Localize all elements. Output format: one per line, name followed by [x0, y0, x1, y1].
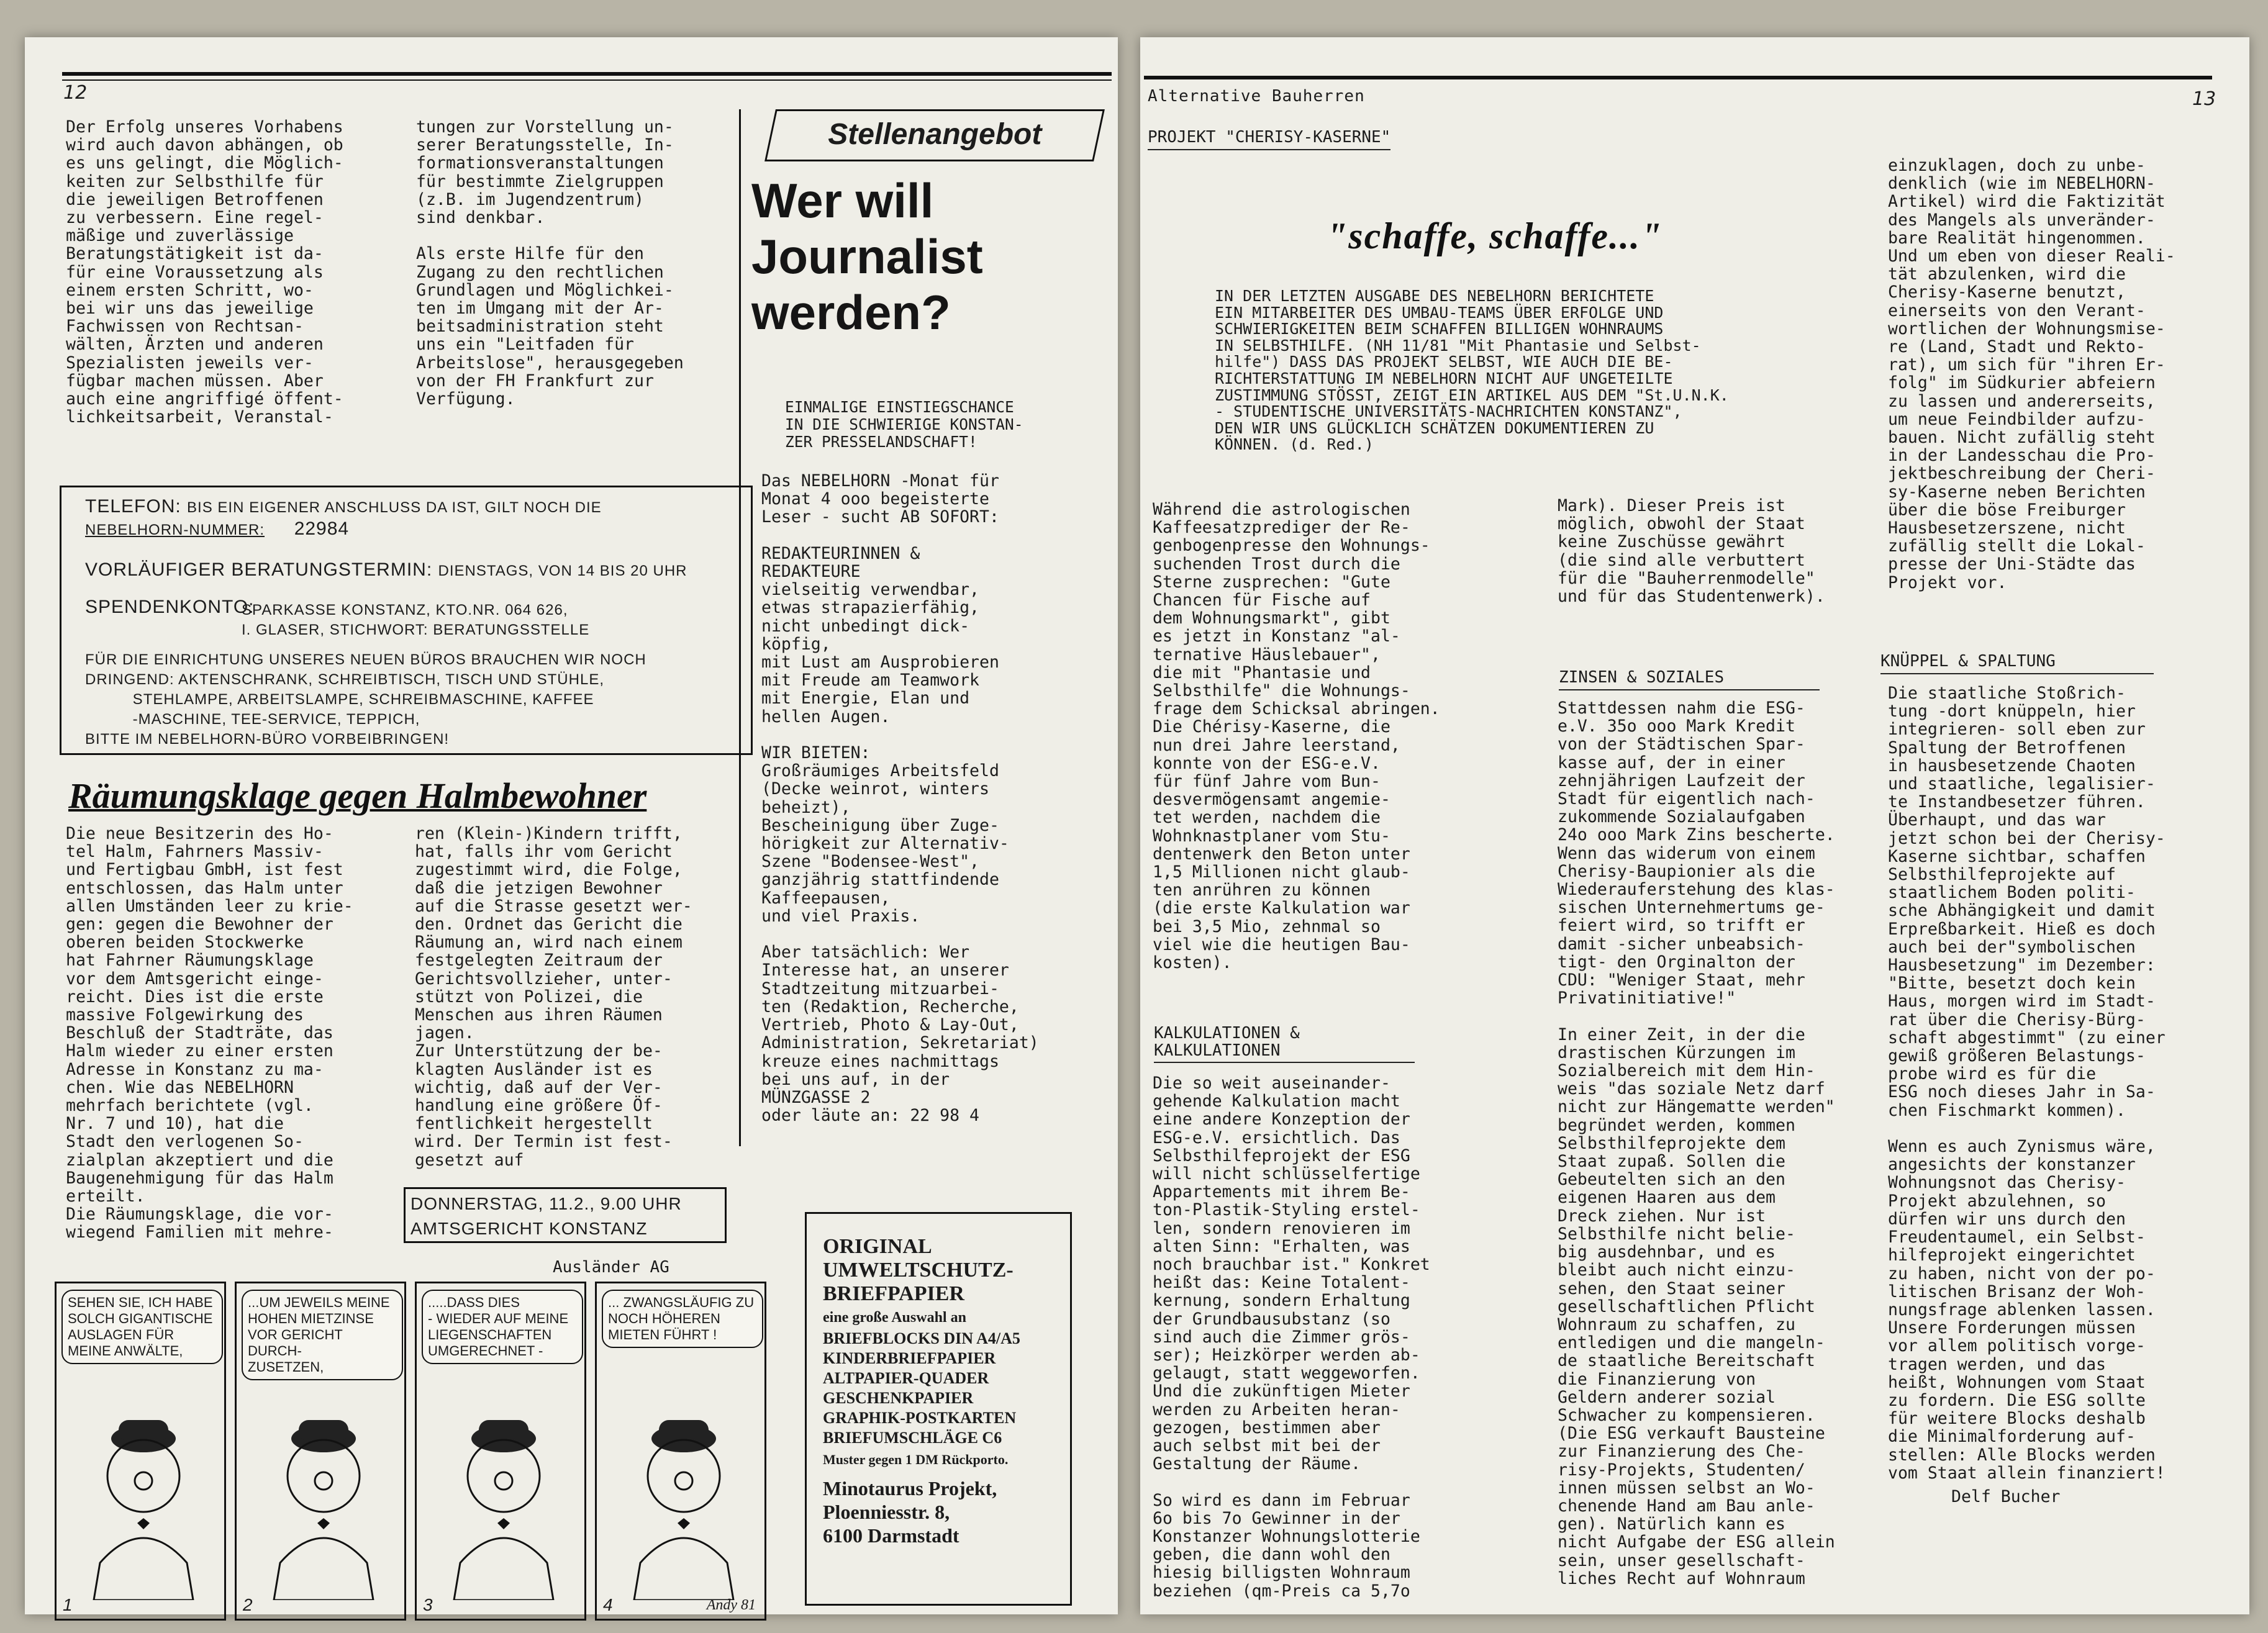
- article-column-2: Mark). Dieser Preis ist möglich, obwohl der Staat keine Zuschüsse gewährt (die sind alle verbuttert für die "Bauherrenmodelle" und für das Studentenwerk).: [1558, 496, 1825, 607]
- spenden-text: SPARKASSE KONSTANZ, KTO.NR. 064 626, I. GLASER, STICHWORT: BERATUNGSSTELLE: [242, 602, 590, 638]
- ad-note: Muster gegen 1 DM Rückporto.: [823, 1452, 1009, 1467]
- comic-panel-1: [55, 1282, 226, 1621]
- speech-bubble-2: ...UM JEWEILS MEINE HOHEN MIETZINSE VOR GERICHT DURCH- ZUSETZEN,: [242, 1290, 403, 1380]
- nummer-label: NEBELHORN-NUMMER:: [85, 522, 265, 538]
- cartoon-man-figure: [75, 1401, 212, 1600]
- speech-bubble-3: .....DASS DIES - WIEDER AUF MEINE LIEGENSCHAFTEN UMGERECHNET -: [422, 1290, 583, 1364]
- termin-text: DIENSTAGS, VON 14 BIS 20 UHR: [438, 563, 687, 579]
- info-box: [60, 486, 753, 755]
- spenden-label: SPENDENKONTO:: [85, 597, 255, 617]
- top-rule: [1144, 76, 2212, 79]
- job-headline: Wer will Journalist werden?: [751, 173, 983, 340]
- intro-text: IN DER LETZTEN AUSGABE DES NEBELHORN BERICHTETE EIN MITARBEITER DES UMBAU-TEAMS ÜBER ERFOLGE UND SCHWIERIGKEITEN BEIM SCHAFFEN BILLIGEN WOHNRAUMS IN SELBSTHILFE. (NH 11/81 "Mit Phantasie und Selbst- hilfe") DASS DAS PROJEKT SELBST, WIE AUCH DIE BE- RICHTERSTATTUNG IM NEBELHORN NICHT AUF UNGETEILTE ZUSTIMMUNG STÖSST, ZEIGT EIN ARTIKEL AUS DEM "St.U.N.K. - STUDENTISCHE UNIVERSITÄTS-NACHRICHTEN KONSTANZ", DEN WIR UNS GLÜCKLICH SCHÄTZEN DOKUMENTIEREN ZU KÖNNEN. (d. Red.): [1215, 287, 1729, 454]
- comic-panel-4: [595, 1282, 766, 1621]
- comic-strip: [55, 1282, 769, 1617]
- page-number: 13: [2192, 88, 2216, 110]
- project-label: PROJEKT "CHERISY-KASERNE": [1148, 128, 1390, 150]
- ad-address: Minotaurus Projekt, Ploenniesstr. 8, 6100 Darmstadt: [823, 1477, 997, 1547]
- top-rule-thin: [62, 79, 1112, 81]
- panel-number-2: 2: [243, 1595, 253, 1614]
- cartoon-man-figure: [615, 1401, 752, 1600]
- author-signature: Delf Bucher: [1951, 1487, 2061, 1506]
- speech-bubble-4: ... ZWANGSLÄUFIG ZU NOCH HÖHEREN MIETEN FÜHRT !: [602, 1290, 763, 1348]
- nummer-value: 22984: [294, 518, 350, 539]
- raeumung-headline: Räumungsklage gegen Halmbewohner: [68, 776, 647, 816]
- article-headline: "schaffe, schaffe...": [1327, 215, 1663, 256]
- termin-label: VORLÄUFIGER BERATUNGSTERMIN:: [85, 559, 433, 580]
- right-page: [1140, 37, 2249, 1614]
- cartoon-man-figure: [255, 1401, 392, 1600]
- job-intro: EINMALIGE EINSTIEGSCHANCE IN DIE SCHWIERIGE KONSTAN- ZER PRESSELANDSCHAFT!: [785, 398, 1023, 451]
- stellenangebot-text: Stellenangebot: [828, 118, 1042, 151]
- nummer-line: [85, 518, 349, 540]
- kalkulationen-label: KALKULATIONEN & KALKULATIONEN: [1154, 1025, 1415, 1063]
- stellenangebot-banner: [764, 109, 1105, 161]
- intro-column-1: Der Erfolg unseres Vorhabens wird auch davon abhängen, ob es uns gelingt, die Möglich- keiten zur Selbsthilfe für die jeweiligen Betroffenen zu verbessern. Eine regel- mäßige und zuverlässige Beratungstätigkeit ist da- für eine Voraussetzung als einem ersten Schritt, wo- bei wir uns das jeweilige Fachwissen von Rechtsan- wälten, Ärzten und anderen Spezialisten jeweils ver- fügbar machen müssen. Aber auch eine angriffigé öffent- lichkeitsarbeit, Veranstal-: [66, 117, 343, 427]
- telefon-line: [85, 496, 602, 517]
- termin-line: [85, 559, 687, 581]
- panel-number-1: 1: [63, 1595, 73, 1614]
- briefpapier-ad: [805, 1212, 1072, 1606]
- knueppel-label: KNÜPPEL & SPALTUNG: [1880, 652, 2154, 674]
- article-column-3: einzuklagen, doch zu unbe- denklich (wie im NEBELHORN- Artikel) wird die Faktizität des Mangels als unveränder- bare Realität hingenommen. Und um eben von dieser Reali- tät abzulenken, wird die Cherisy-Kaserne benutzt, einerseits von den Verant- wortlichen der Wohnungsmise- re (Land, Stadt und Rekto- rat), um sich für "ihren Er- folg" im Südkurier abfeiern zu lassen und andererseits, um neue Feindbilder aufzu- bauen. Nicht zufällig steht in der Landesschau die Pro- jektbeschreibung der Cheri- sy-Kaserne neben Berichten über die böse Freiburger Hausbesetzerszene, nicht zufällig stellt die Lokal- presse der Uni-Städte das Projekt vor.: [1888, 156, 2175, 592]
- intro-column-2: tungen zur Vorstellung un- serer Beratungsstelle, In- formationsveranstaltungen für bestimmte Zielgruppen (z.B. im Jugendzentrum) sind denkbar. Als erste Hilfe für den Zugang zu den rechtlichen Grundlagen und Möglichkei- ten im Umgang mit der Ar- beitsadministration steht uns ein "Leitfaden für Arbeitslose", herausgegeben von der FH Frankfurt zur Verfügung.: [416, 117, 684, 409]
- cartoon-man-figure: [435, 1401, 572, 1600]
- job-body: Das NEBELHORN -Monat für Monat 4 ooo begeisterte Leser - sucht AB SOFORT: REDAKTEURINNEN & REDAKTEURE vielseitig verwendbar, etwas strapazierfähig, nicht unbedingt dick- köpfig, mit Lust am Ausprobieren mit Freude am Teamwork mit Energie, Elan und hellen Augen. WIR BIETEN: Großräumiges Arbeitsfeld (Decke weinrot, winters beheizt), Bescheinigung über Zuge- hörigkeit zur Alternativ- Szene "Bodensee-West", ganzjährig stattfindende Kaffeepausen, und viel Praxis. Aber tatsächlich: Wer Interesse hat, an unserer Stadtzeitung mitzuarbei- ten (Redaktion, Recherche, Vertrieb, Photo & Lay-Out, Administration, Sekretariat) kreuze eines nachmittags bei uns auf, in der MÜNZGASSE 2 oder läute an: 22 98 4: [761, 471, 1039, 1126]
- section-header: Alternative Bauherren: [1148, 87, 1365, 106]
- top-rule: [62, 72, 1112, 76]
- left-page: [25, 37, 1118, 1614]
- raeumung-signature: Ausländer AG: [553, 1258, 669, 1277]
- comic-panel-2: [235, 1282, 406, 1621]
- panel-number-4: 4: [603, 1595, 613, 1614]
- comic-panel-3: [415, 1282, 586, 1621]
- article-column-1b: Die so weit auseinander- gehende Kalkulation macht eine andere Konzeption der ESG-e.V. ersichtlich. Das Selbsthilfeprojekt der ESG will nicht schlüsselfertige Appartements mit ihrem Be- ton-Plastik-Styling erstel- len, sondern renovieren im alten Sinn: "Erhalten, was noch brauchbar ist." Konkret heißt das: Keine Totalent- kernung, sondern Erhaltung der Grundbausubstanz (so sind auch die Zimmer grös- ser); Heizkörper werden ab- gelaugt, statt weggeworfen. Und die zukünftigen Mieter werden zu Arbeiten heran- gezogen, bestimmen aber auch selbst mit bei der Gestaltung der Räume. So wird es dann im Februar 6o bis 7o Gewinner in der Konstanzer Wohnungslotterie geben, die dann wohl den hiesig billigsten Wohnraum beziehen (qm-Preis ca 5,7o: [1153, 1074, 1430, 1601]
- ad-subtitle: eine große Auswahl an: [823, 1310, 966, 1326]
- termin-box: DONNERSTAG, 11.2., 9.00 UHR AMTSGERICHT KONSTANZ: [404, 1187, 727, 1243]
- einrichtung-text: FÜR DIE EINRICHTUNG UNSERES NEUEN BÜROS BRAUCHEN WIR NOCH DRINGEND: AKTENSCHRANK, SCHREIBTISCH, TISCH UND STÜHLE, STEHLAMPE, ARBEITSLAMPE, SCHREIBMASCHINE, KAFFEE -MASCHINE, TEE-SERVICE, TEPPICH, BITTE IM NEBELHORN-BÜRO VORBEIBRINGEN!: [85, 651, 646, 748]
- panel-number-3: 3: [423, 1595, 433, 1614]
- artist-signature: Andy 81: [706, 1597, 756, 1613]
- article-column-3b: Die staatliche Stoßrich- tung -dort knüppeln, hier integrieren- soll eben zur Spaltung der Betroffenen in hausbesetzende Chaoten und staatliche, legalisier- te Instandbesetzer führen. Überhaupt, und das war jetzt schon bei der Cherisy- Kaserne sichtbar, schaffen Selbsthilfeprojekte auf staatlichem Boden politi- sche Abhängigkeit und damit Erpreßbarkeit. Hieß es doch auch bei der"symbolischen Hausbesetzung" im Dezember: "Bitte, besetzt doch kein Haus, morgen wird im Stadt- rat über die Cherisy-Bürg- schaft abgestimmt" (zu einer gewiß größeren Belastungs- probe wird es für die ESG noch dieses Jahr in Sa- chen Fischmarkt kommen). Wenn es auch Zynismus wäre, angesichts der konstanzer Wohnungsnot das Cherisy- Projekt abzulehnen, so dürfen wir uns durch den Freudentaumel, ein Selbst- hilfeprojekt eingerichtet zu haben, nicht von der po- litischen Brisanz der Woh- nungsfrage ablenken lassen. Unsere Forderungen müssen vor allem politisch vorge- tragen werden, und das heißt, Wohnungen vom Staat zu fordern. Die ESG sollte für weitere Blocks deshalb die Minimalforderung auf- stellen: Alle Blocks werden vom Staat allein finanziert!: [1888, 684, 2166, 1483]
- zinsen-label: ZINSEN & SOZIALES: [1559, 668, 1820, 690]
- page-number: 12: [63, 82, 88, 104]
- telefon-text: BIS EIN EIGENER ANSCHLUSS DA IST, GILT NOCH DIE: [187, 499, 602, 516]
- article-column-1: Während die astrologischen Kaffeesatzprediger der Re- genbogenpresse den Wohnungs- suchenden Trost durch die Sterne zusprechen: "Gute Chancen für Fische auf dem Wohnungsmarkt", gibt es jetzt in Konstanz "al- ternative Häuslebauer", die mit "Phantasie und Selbsthilfe" die Wohnungs- frage dem Schicksal abringen. Die Chérisy-Kaserne, die nun drei Jahre leerstand, konnte von der ESG-e.V. für fünf Jahre vom Bun- desvermögensamt angemie- tet werden, nachdem die Wohnknastplaner vom Stu- dentenwerk den Beton unter 1,5 Millionen nicht glaub- ten anrühren zu können (die erste Kalkulation war bei 3,5 Mio, zehnmal so viel wie die heutigen Bau- kosten).: [1153, 500, 1440, 973]
- article-column-2b: Stattdessen nahm die ESG- e.V. 35o ooo Mark Kredit von der Städtischen Spar- kasse auf, der in einer zehnjährigen Laufzeit der Stadt für eigentlich nach- zukommende Sozialaufgaben 24o ooo Mark Zins bescherte. Wenn das widerum von einem Cherisy-Baupionier als die Wiederauferstehung des klas- sischen Unternehmertums ge- feiert wird, so trifft er damit -sicher unbeabsich- tigt- den Orginalton der CDU: "Weniger Staat, mehr Privatinitiative!" In einer Zeit, in der die drastischen Kürzungen im Sozialbereich mit dem Hin- weis "das soziale Netz darf nicht zur Hängematte werden" begründet werden, kommen Selbsthilfeprojekte dem Staat zupaß. Sollen die Gebeutelten sich an den eigenen Haaren aus dem Dreck ziehen. Nur ist Selbsthilfe nicht belie- big ausdehnbar, und es bleibt auch nicht einzu- sehen, den Staat seiner gesellschaftlichen Pflicht Wohnraum zu schaffen, zu entledigen und die mangeln- de staatliche Bereitschaft die Finanzierung von Geldern anderer sozial Schwacher zu kompensieren. (Die ESG verkauft Bausteine zur Finanzierung des Che- risy-Projekts, Studenten/ innen müssen selbst an Wo- chenende Hand am Bau anle- gen). Natürlich kann es nicht Aufgabe der ESG allein sein, unser gesellschaft- liches Recht auf Wohnraum: [1558, 699, 1835, 1588]
- speech-bubble-1: SEHEN SIE, ICH HABE SOLCH GIGANTISCHE AUSLAGEN FÜR MEINE ANWÄLTE,: [61, 1290, 223, 1364]
- raeumung-column-2: ren (Klein-)Kindern trifft, hat, falls ihr vom Gericht zugestimmt wird, die Folge, daß die jetzigen Bewohner auf die Strasse gesetzt wer- den. Ordnet das Gericht die Räumung an, wird nach einem festgelegten Zeitraum der Gerichtsvollzieher, unter- stützt von Polizei, die Menschen aus ihren Räumen jagen. Zur Unterstützung der be- klagten Ausländer ist es wichtig, daß auf der Ver- handlung eine größere Öf- fentlichkeit hergestellt wird. Der Termin ist fest- gesetzt auf: [415, 824, 692, 1170]
- ad-title: ORIGINAL UMWELTSCHUTZ- BRIEFPAPIER: [823, 1235, 1014, 1305]
- ad-items: BRIEFBLOCKS DIN A4/A5 KINDERBRIEFPAPIER ALTPAPIER-QUADER GESCHENKPAPIER GRAPHIK-POSTKARTEN BRIEFUMSCHLÄGE C6: [823, 1329, 1020, 1447]
- raeumung-column-1: Die neue Besitzerin des Ho- tel Halm, Fahrners Massiv- und Fertigbau GmbH, ist fest entschlossen, das Halm unter allen Umständen leer zu krie- gen: gegen die Bewohner der oberen beiden Stockwerke hat Fahrner Räumungsklage vor dem Amtsgericht einge- reicht. Dies ist die erste massive Folgewirkung des Beschluß der Stadträte, das Halm wieder zu einer ersten Adresse in Konstanz zu ma- chen. Wie das NEBELHORN mehrfach berichtete (vgl. Nr. 7 und 10), hat die Stadt den verlogenen So- zialplan akzeptiert und die Baugenehmigung für das Halm erteilt. Die Räumungsklage, die vor- wiegend Familien mit mehre-: [66, 824, 353, 1242]
- telefon-label: TELEFON:: [85, 496, 181, 517]
- ad-column-divider: [739, 109, 741, 1146]
